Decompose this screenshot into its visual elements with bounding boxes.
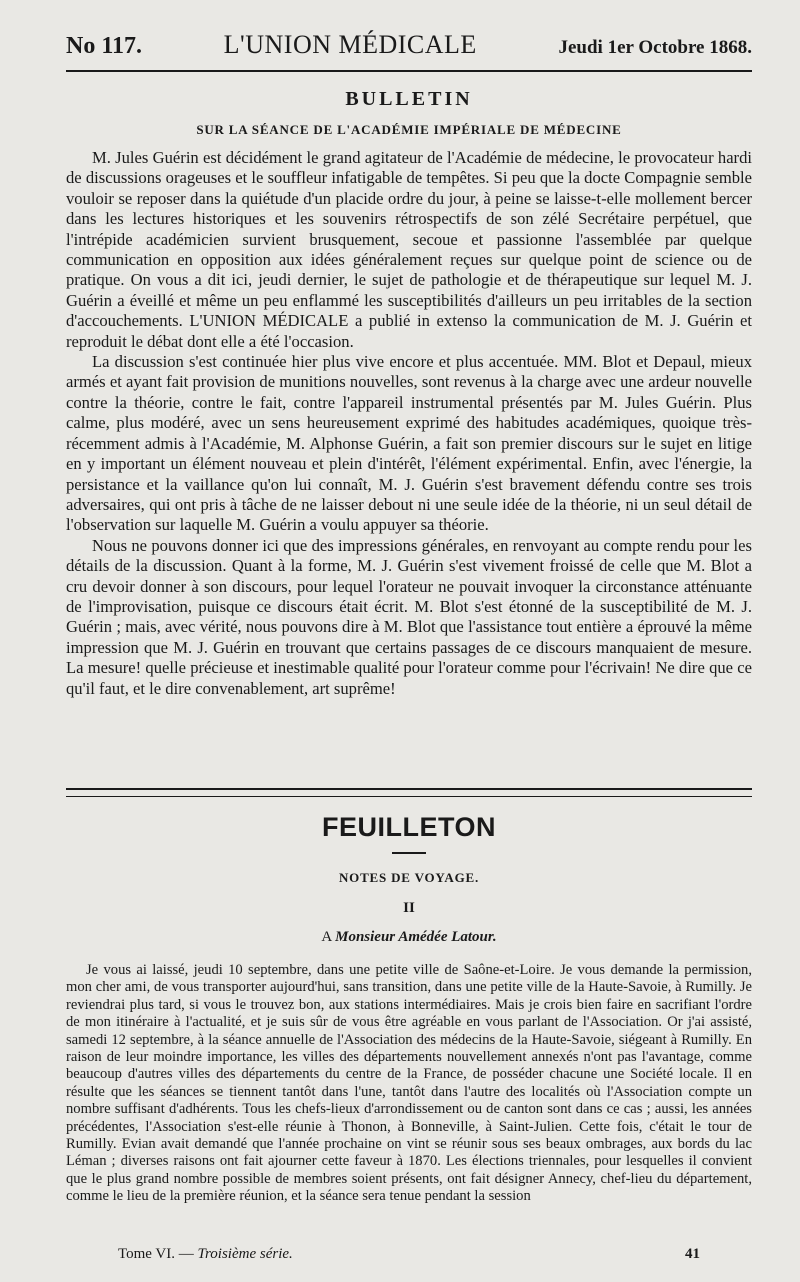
feuilleton-paragraph-1: Je vous ai laissé, jeudi 10 septembre, dans une petite ville de Saône-et-Loire. Je vous demande la permission, mon cher ami, de vous transporter aujourd'hui, sans transition, dans une petite ville de la Haute-Savoie, à Rumilly. Je reviendrai plus tard, si vous le trouvez bon, aux stations intermédiaires. Mais je crois bien faire en sacrifiant l'ordre de mon itinéraire à l'actualité, et je suis sûr de vous être agréable en vous parlant de l'Association. Or j'ai assisté, samedi 12 septembre, à la séance annuelle de l'Association des médecins de la Haute-Savoie, siégeant à Rumilly. En raison de leur moindre importance, les villes des départements nouvellement annexés n'ont pas l'avantage, comme beaucoup d'autres villes des départements du centre de la France, de posséder chacune une Société locale. Il en résulte que les séances se tiennent tantôt dans l'une, tantôt dans l'autre des localités où l'Association compte un nombre suffisant d'adhérents. Tous les chefs-lieux d'arrondissement ou de canton sont dans ce cas ; aussi, les années précédentes, l'Association s'est-elle réunie à Thonon, à Bonneville, à Saint-Julien. Cette fois, c'était le tour de Rumilly. Evian avait demandé que l'année prochaine on vint se réunir sous ses beaux ombrages, aux bords du lac Léman ; diverses raisons ont fait ajourner cette faveur à 1870. Les élections triennales, pour lesquelles il convient que le plus grand nombre possible de membres soient présents, ont fait désigner Annecy, chef-lieu du département, comme le lieu de la première réunion, et la séance sera tenue pendant la session xyxy=(66,962,752,1205)
bulletin-paragraph-3: Nous ne pouvons donner ici que des impressions générales, en renvoyant au compte rendu pour les détails de la discussion. Quant à la forme, M. J. Guérin s'est vivement froissé de celle que M. Blot a cru devoir donner à son discours, pour lequel l'orateur ne pouvait invoquer la circonstance atténuante de l'improvisation, puisque ce discours était écrit. M. Blot s'est étonné de la susceptibilité de M. J. Guérin ; mais, avec vérité, nous pouvons dire à M. Blot que l'assistance tout entière a éprouvé la même impression que M. J. Guérin en trouvant que certains passages de ce discours manquaient de mesure. La mesure! quelle précieuse et inestimable qualité pour l'orateur comme pour l'écrivain! Ne dire que ce qu'il faut, et le dire convenablement, art suprême! xyxy=(66,535,752,698)
dedication-name: Monsieur Amédée Latour. xyxy=(335,929,497,945)
issue-date: Jeudi 1er Octobre 1868. xyxy=(558,37,752,58)
journal-title: L'UNION MÉDICALE xyxy=(223,30,477,59)
bulletin-paragraph-2: La discussion s'est continuée hier plus vive encore et plus accentuée. MM. Blot et Depaul, mieux armés et ayant fait provision de munitions nouvelles, sont revenus à la charge avec une ardeur nouvelle contre la théorie, contre le fait, contre l'appareil instrumental présentés par M. Jules Guérin. Plus calme, plus modéré, avec un sens heureusement exprimé des habitudes académiques, quoique très-récemment admis à l'Académie, M. Alphonse Guérin, a fait son premier discours sur le sujet en litige en y important un élément nouveau et plein d'intérêt, l'élément expérimental. Enfin, avec l'énergie, la persistance et la vaillance qu'on lui connaît, M. J. Guérin s'est bravement défendu contre ses trois adversaires, qui ont pris à tâche de ne laisser debout ni une seule idée de la théorie, ni un seul détail de l'observation sur laquelle M. Guérin a voulu appuyer sa théorie. xyxy=(66,352,752,535)
feuilleton-subtitle: NOTES DE VOYAGE. xyxy=(338,870,480,885)
bulletin-title: BULLETIN xyxy=(345,88,473,110)
bulletin-subtitle: SUR LA SÉANCE DE L'ACADÉMIE IMPÉRIALE DE MÉDECINE xyxy=(196,122,622,137)
footer-series: Troisième série. xyxy=(197,1246,293,1262)
header-rule xyxy=(66,70,752,72)
feuilleton-dedication xyxy=(66,929,752,946)
dedication-prefix: A xyxy=(321,929,332,945)
feuilleton-section xyxy=(66,812,752,1206)
feuilleton-title-rule xyxy=(392,852,426,854)
feuilleton-title: FEUILLETON xyxy=(321,812,496,842)
footer-tome xyxy=(118,1246,293,1263)
bulletin-paragraph-1: M. Jules Guérin est décidément le grand agitateur de l'Académie de médecine, le provocateur hardi de discussions orageuses et le souffleur infatigable de tempêtes. Si peu que la docte Compagnie semble vouloir se reposer dans la quiétude d'un placide ordre du jour, à peine se laisse-t-elle mollement bercer dans les lectures historiques et les souvenirs rétrospectifs de son zélé Secrétaire perpétuel, que l'intrépide académicien survient brusquement, secoue et passionne l'assemblée par quelque communication en opposition aux idées généralement reçues sur quelque point de science ou de pratique. On vous a dit ici, jeudi dernier, le sujet de pathologie et de thérapeutique sur lequel M. J. Guérin a éveillé et même un peu enflammé les susceptibilités d'ailleurs un peu irritables de la section d'accouchements. L'UNION MÉDICALE a publié in extenso la communication de M. J. Guérin et reproduit le débat dont elle a été l'occasion. xyxy=(66,148,752,351)
bulletin-section xyxy=(66,88,752,699)
page-number: 41 xyxy=(685,1246,700,1262)
page-header xyxy=(66,30,752,70)
footer-tome-label: Tome VI. — xyxy=(118,1246,194,1262)
feuilleton-section-number: II xyxy=(403,900,415,916)
issue-number: No 117. xyxy=(66,33,143,59)
page-footer xyxy=(118,1246,700,1263)
section-divider xyxy=(66,788,752,797)
